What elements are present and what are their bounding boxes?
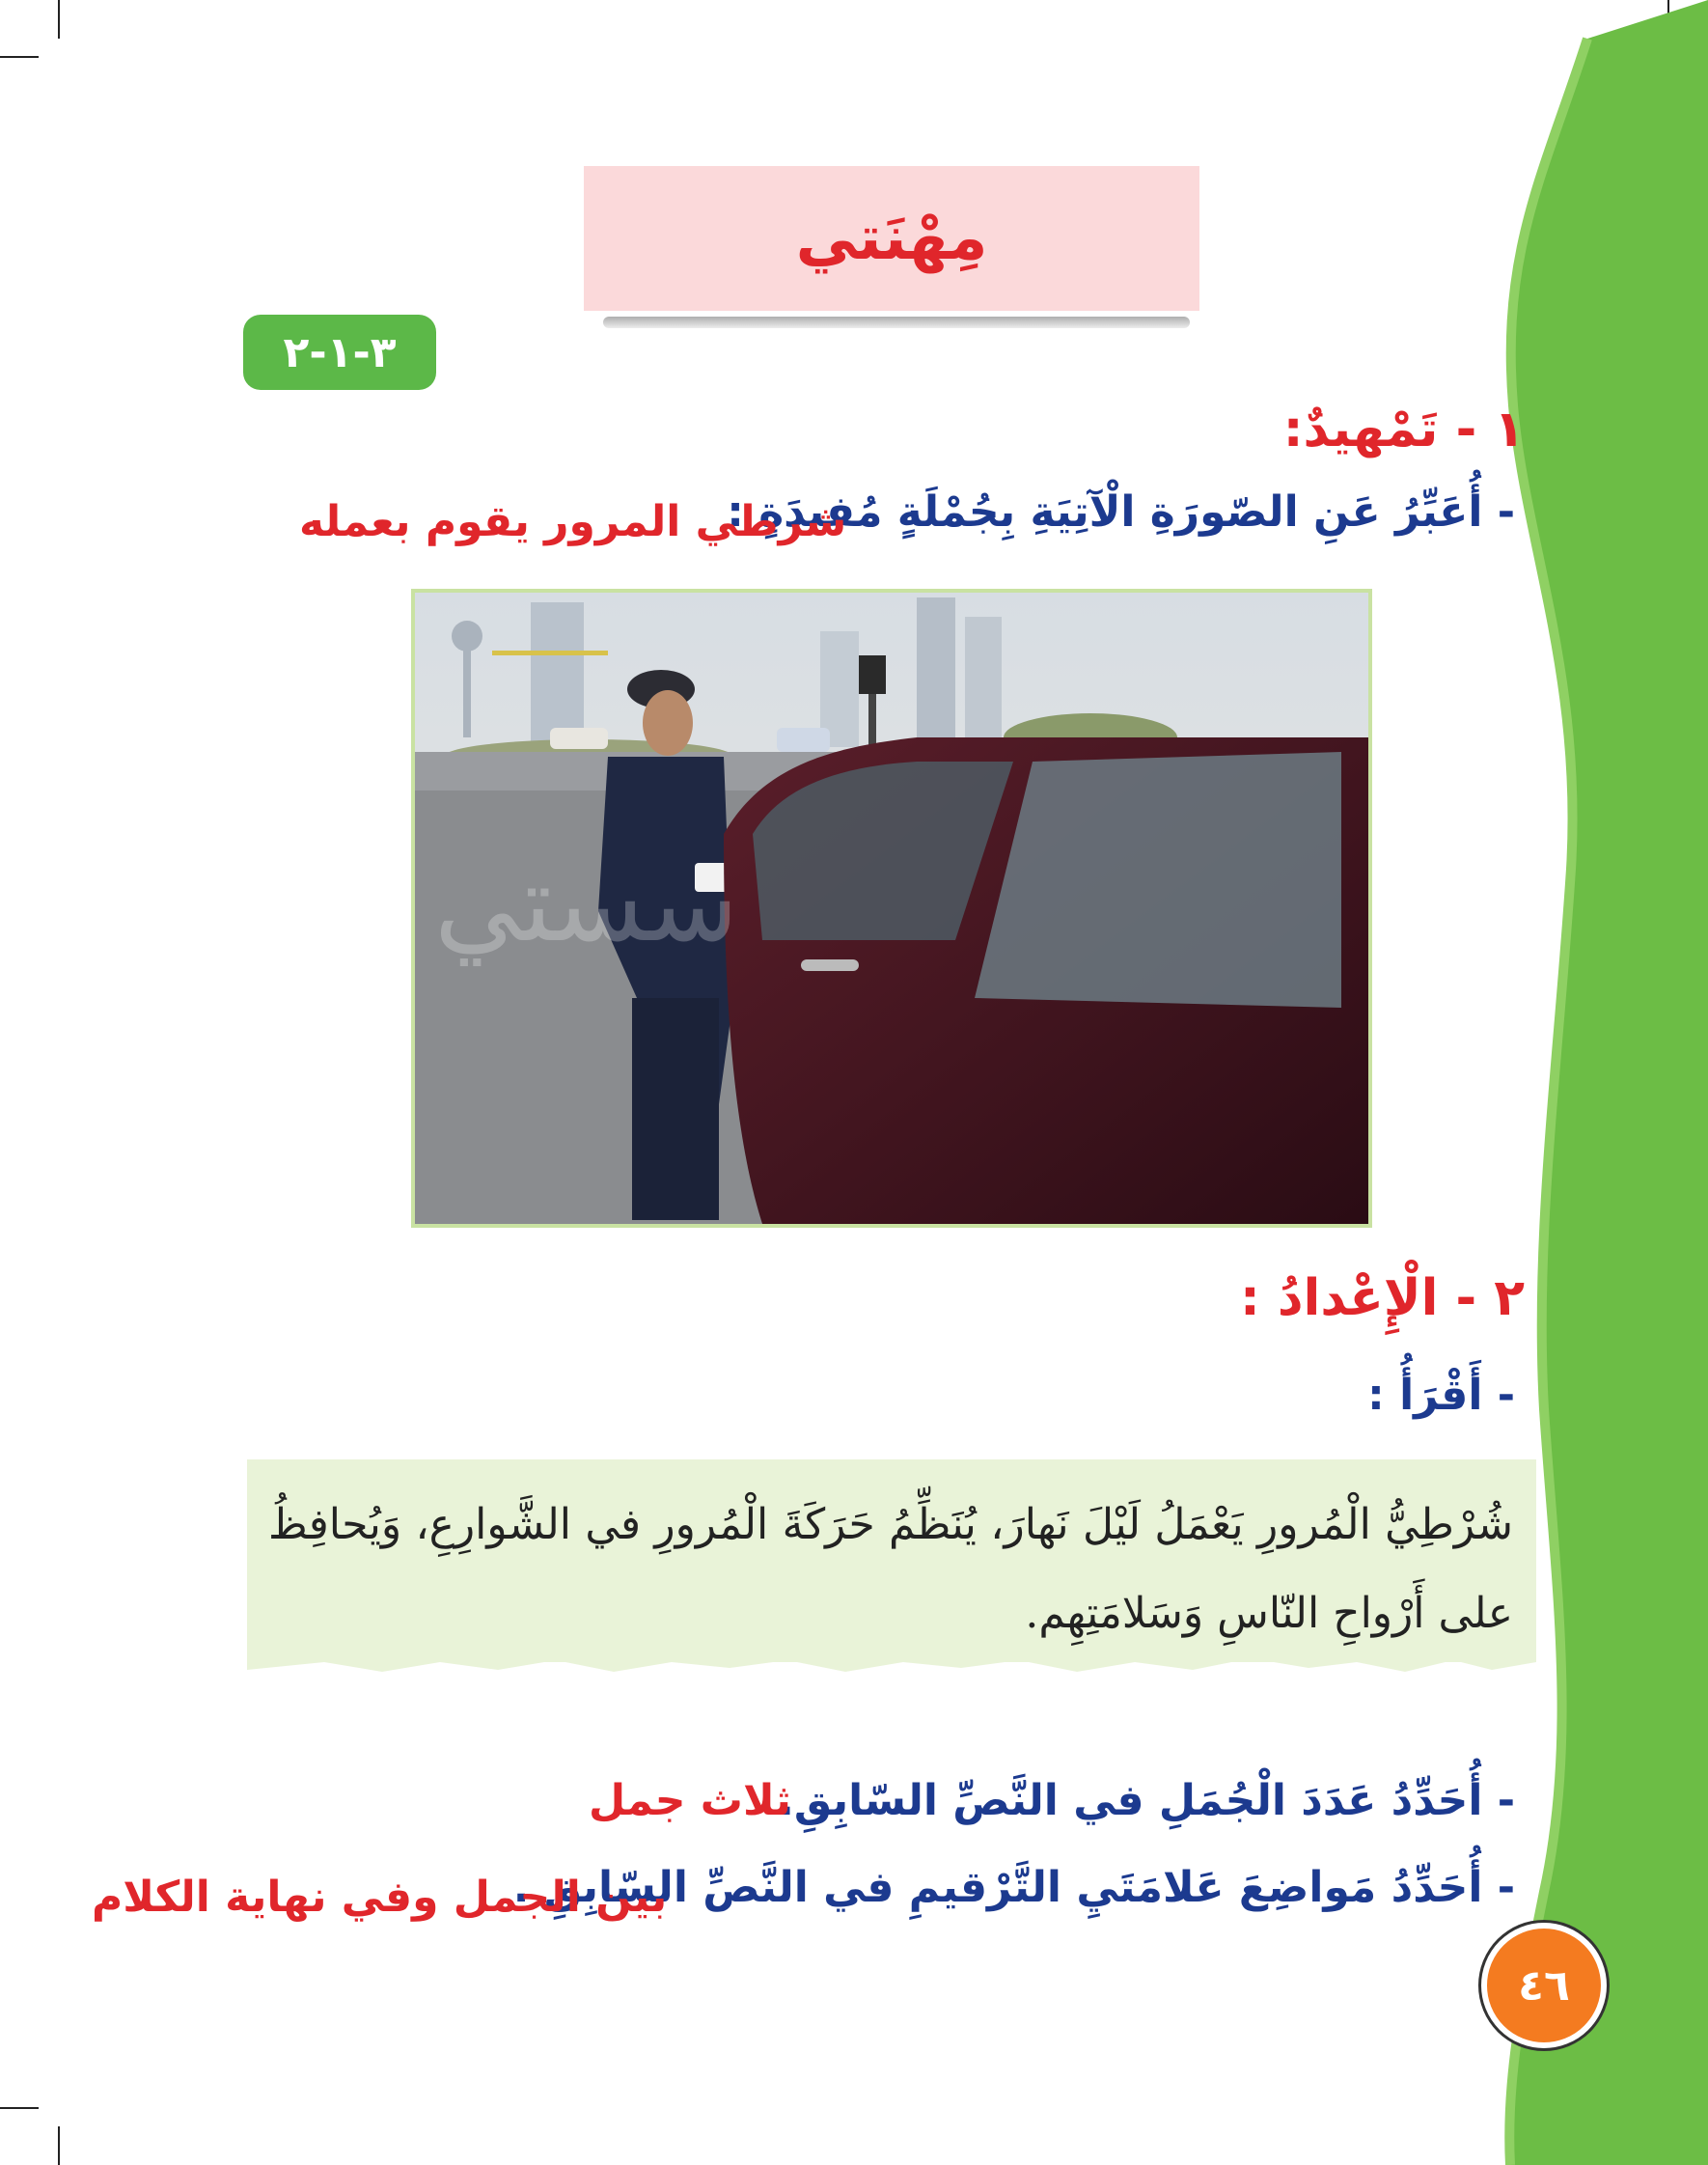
section1-question: - أُعَبِّرُ عَنِ الصّورَةِ الْآتِيَةِ بِجُمْلَةٍ مُفيدَةٍ : <box>727 487 1515 537</box>
section1-answer: شرطي المرور يقوم بعمله <box>299 497 847 546</box>
section1-heading: ١ - تَمْهيدٌ: <box>1282 401 1525 458</box>
reading-passage-box <box>247 1459 1536 1662</box>
traffic-police-photo <box>411 589 1372 1228</box>
question-2: - أُحَدِّدُ مَواضِعَ عَلامَتَيِ التَّرْقيمِ في النَّصِّ السّابِقِ . <box>512 1863 1515 1912</box>
lesson-code-badge: ٣-١-٢ <box>243 315 436 390</box>
section2-heading: ٢ - الْإِعْدادُ : <box>1239 1269 1525 1327</box>
page-number: ٤٦ <box>1481 1923 1607 2048</box>
question-1: - أُحَدِّدُ عَدَدَ الْجُمَلِ في النَّصِّ السّابِقِ. <box>778 1776 1515 1825</box>
answer-2: بين الجمل وفي نهاية الكلام <box>92 1873 668 1922</box>
photo-illustration <box>415 593 1368 1224</box>
read-label: - أَقْرَأُ : <box>1367 1371 1515 1420</box>
title-shadow <box>603 317 1190 328</box>
page-title: مِهْنَتي <box>795 203 988 274</box>
reading-passage: شُرْطِيُّ الْمُرورِ يَعْمَلُ لَيْلَ نَهارَ، يُنَظِّمُ حَرَكَةَ الْمُرورِ في الشَّوارِعِ، وَيُحافِظُ على أَرْواحِ النّاسِ وَسَلامَتِهِم. <box>268 1500 1513 1638</box>
answer-1: ثلاث جمل <box>589 1776 791 1825</box>
title-box <box>584 166 1199 311</box>
watermark-logo: سستي <box>434 842 739 965</box>
